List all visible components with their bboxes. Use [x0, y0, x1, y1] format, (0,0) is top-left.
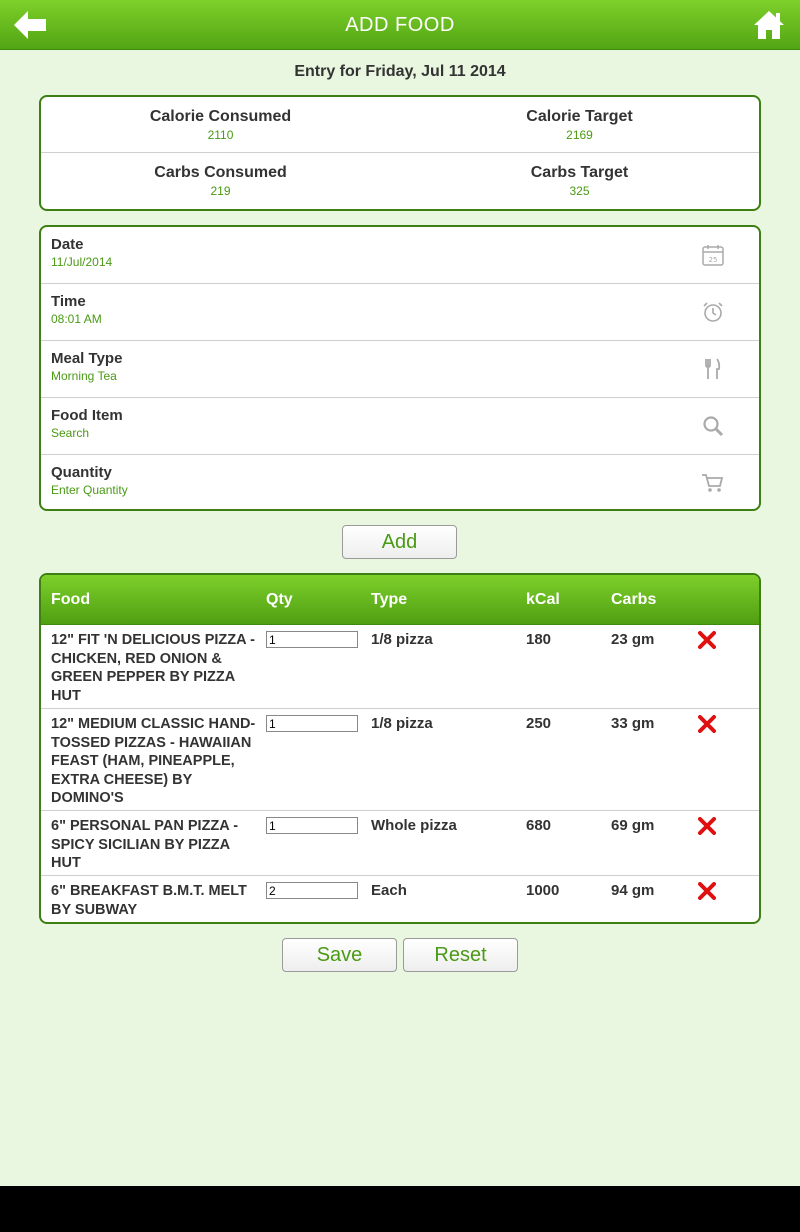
search-icon [701, 414, 725, 438]
calorie-consumed-value: 2110 [207, 128, 234, 142]
food-carbs: 69 gm [611, 817, 655, 834]
system-navigation-bar [0, 1186, 800, 1232]
food-entry-form [39, 225, 761, 511]
carbs-summary-row [41, 153, 759, 209]
calorie-target-value: 2169 [566, 128, 593, 142]
quantity-label: Quantity [51, 464, 112, 481]
food-kcal: 680 [526, 817, 552, 834]
quantity-input[interactable] [266, 631, 358, 648]
add-button[interactable]: Add [342, 525, 457, 559]
carbs-consumed [41, 153, 400, 209]
quantity-field[interactable] [41, 455, 759, 511]
fork-knife-icon [701, 357, 725, 381]
food-carbs: 23 gm [611, 631, 655, 648]
food-kcal: 180 [526, 631, 552, 648]
food-type: Whole pizza [371, 817, 457, 834]
food-kcal: 250 [526, 715, 552, 732]
calorie-summary-row [41, 97, 759, 153]
food-name: 6" BREAKFAST B.M.T. MELT BY SUBWAY [51, 883, 247, 918]
delete-icon[interactable] [698, 882, 716, 900]
column-header-qty: Qty [266, 591, 293, 608]
carbs-target [400, 153, 759, 209]
food-type: 1/8 pizza [371, 715, 433, 732]
svg-text:25: 25 [708, 256, 718, 264]
food-kcal: 1000 [526, 882, 560, 899]
food-name: 6" PERSONAL PAN PIZZA - SPICY SICILIAN BY PIZZA HUT [51, 818, 239, 871]
column-header-type: Type [371, 591, 408, 608]
delete-icon[interactable] [698, 817, 716, 835]
calendar-icon [701, 243, 725, 267]
calorie-consumed [41, 97, 400, 152]
meal-type-label: Meal Type [51, 350, 123, 367]
quantity-value: Enter Quantity [51, 483, 128, 497]
food-item-field[interactable] [41, 398, 759, 455]
date-label: Date [51, 236, 84, 253]
food-carbs: 94 gm [611, 882, 655, 899]
calorie-consumed-label: Calorie Consumed [149, 108, 292, 125]
food-name: 12" MEDIUM CLASSIC HAND-TOSSED PIZZAS - HAWAIIAN FEAST (HAM, PINEAPPLE, EXTRA CHEESE) BY DOMINO'S [51, 716, 256, 806]
quantity-input[interactable] [266, 715, 358, 732]
table-row [41, 625, 759, 709]
food-carbs: 33 gm [611, 715, 655, 732]
alarm-clock-icon [701, 300, 725, 324]
save-button[interactable]: Save [282, 938, 397, 972]
carbs-target-label: Carbs Target [530, 164, 629, 181]
food-name: 12" FIT 'N DELICIOUS PIZZA - CHICKEN, RED ONION & GREEN PEPPER BY PIZZA HUT [51, 632, 255, 704]
quantity-input[interactable] [266, 882, 358, 899]
time-label: Time [51, 293, 86, 310]
table-header [41, 575, 759, 625]
column-header-kcal: kCal [526, 591, 560, 608]
time-field[interactable] [41, 284, 759, 341]
delete-icon[interactable] [698, 631, 716, 649]
quantity-input[interactable] [266, 817, 358, 834]
date-field[interactable] [41, 227, 759, 284]
app-header [0, 0, 800, 50]
page-title: ADD FOOD [345, 14, 455, 36]
home-icon[interactable] [752, 9, 786, 41]
table-row [41, 811, 759, 876]
reset-button[interactable]: Reset [403, 938, 518, 972]
time-value: 08:01 AM [51, 312, 102, 326]
delete-icon[interactable] [698, 715, 716, 733]
food-table [39, 573, 761, 924]
entry-date-heading: Entry for Friday, Jul 11 2014 [294, 63, 506, 80]
carbs-consumed-label: Carbs Consumed [154, 164, 287, 181]
carbs-consumed-value: 219 [210, 184, 231, 198]
column-header-carbs: Carbs [611, 591, 657, 608]
food-item-value: Search [51, 426, 90, 440]
food-type: 1/8 pizza [371, 631, 433, 648]
food-type: Each [371, 882, 407, 899]
carbs-target-value: 325 [569, 184, 590, 198]
column-header-food: Food [51, 591, 91, 608]
table-row [41, 709, 759, 811]
food-item-label: Food Item [51, 407, 123, 424]
table-row [41, 876, 759, 922]
meal-type-field[interactable] [41, 341, 759, 398]
meal-type-value: Morning Tea [51, 369, 117, 383]
nutrition-summary-card [39, 95, 761, 211]
date-value: 11/Jul/2014 [51, 255, 113, 269]
shopping-cart-icon [701, 471, 725, 495]
calorie-target [400, 97, 759, 152]
calorie-target-label: Calorie Target [526, 108, 633, 125]
